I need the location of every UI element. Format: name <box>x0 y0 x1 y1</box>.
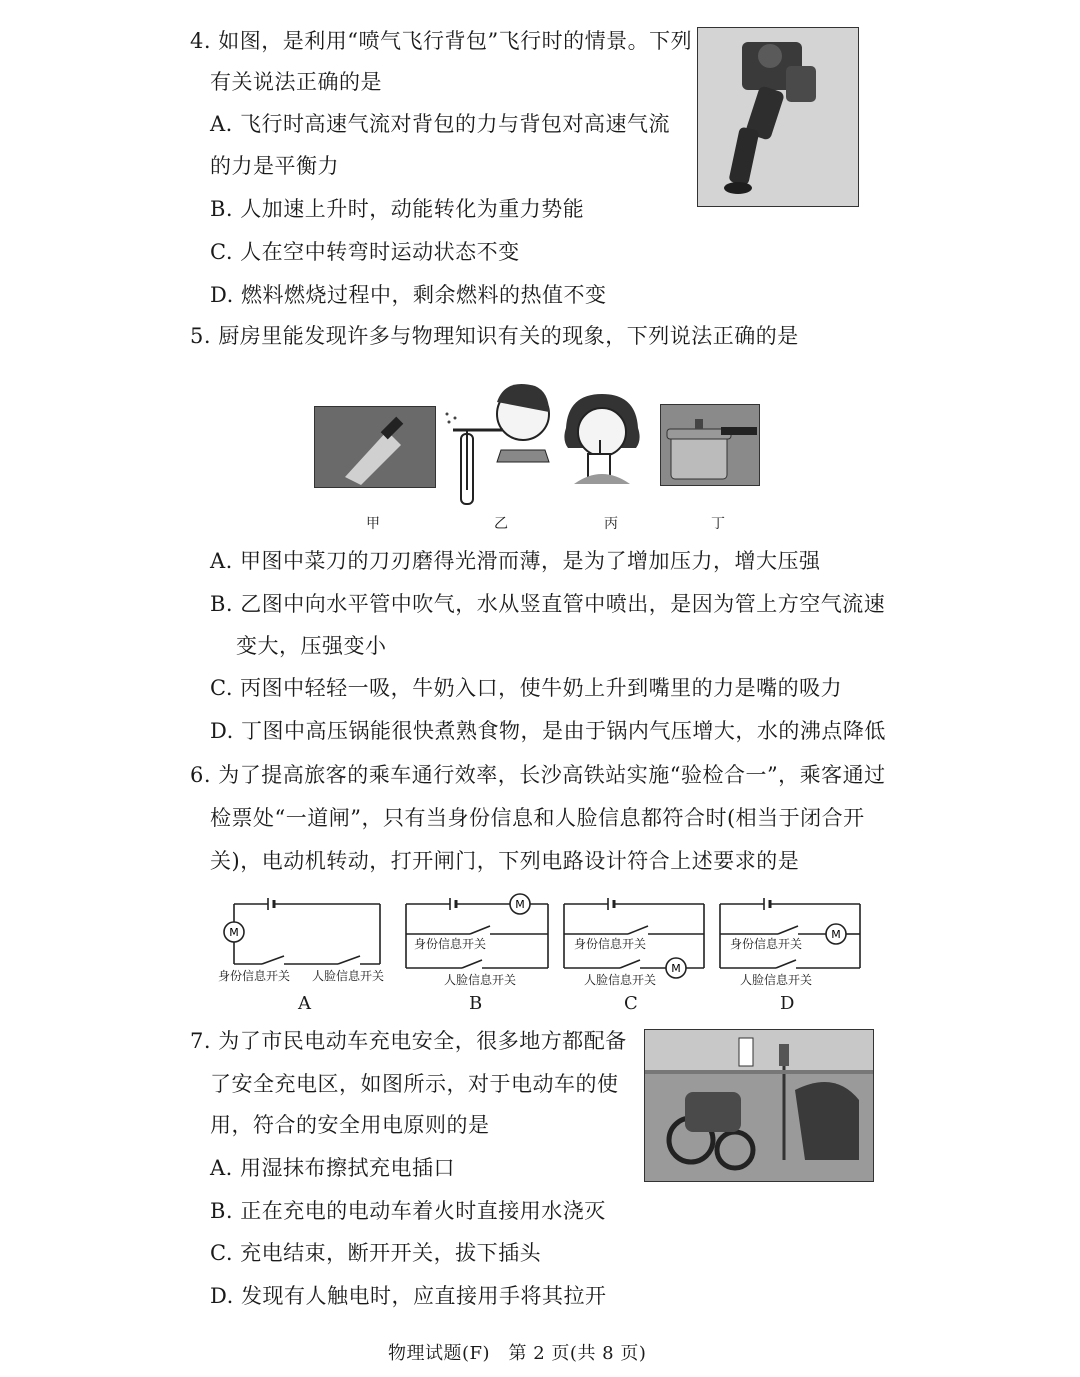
girl-drinking-milk-illustration <box>556 388 646 488</box>
circuit-c-label-face-switch: 人脸信息开关 <box>584 973 657 987</box>
figure-label-ding: 丁 <box>711 516 725 532</box>
jetpack-photo <box>697 27 859 207</box>
circuit-d-label-identity-switch: 身份信息开关 <box>730 937 803 951</box>
circuit-c-diagram <box>562 896 708 975</box>
knife-illustration <box>315 407 435 487</box>
q4-option-b: B. 人加速上升时，动能转化为重力势能 <box>210 197 585 221</box>
q4-option-d: D. 燃料燃烧过程中，剩余燃料的热值不变 <box>210 283 607 307</box>
q6-stem-line-2: 检票处“一道闸”，只有当身份信息和人脸信息都符合时(相当于闭合开 <box>210 806 865 830</box>
circuit-a-letter: A <box>298 993 311 1014</box>
q7-stem-line-1: 7. 为了市民电动车充电安全，很多地方都配备 <box>190 1029 627 1053</box>
circuit-c-motor-symbol: M <box>671 962 681 975</box>
q5-option-c: C. 丙图中轻轻一吸，牛奶入口，使牛奶上升到嘴里的力是嘴的吸力 <box>210 676 843 700</box>
q4-stem-line-1: 4. 如图，是利用“喷气飞行背包”飞行时的情景。下列 <box>190 29 693 53</box>
figure-label-yi: 乙 <box>494 516 508 532</box>
q5-option-b-line-1: B. 乙图中向水平管中吹气，水从竖直管中喷出，是因为管上方空气流速 <box>210 592 886 616</box>
q6-stem-line-1: 6. 为了提高旅客的乘车通行效率，长沙高铁站实施“验检合一”，乘客通过 <box>190 763 886 787</box>
circuit-c-label-identity-switch: 身份信息开关 <box>574 937 647 951</box>
boy-blowing-tube-illustration <box>445 372 555 512</box>
q5-option-b-line-2: 变大，压强变小 <box>236 634 387 658</box>
charging-area-illustration <box>645 1030 873 1181</box>
q5-stem: 5. 厨房里能发现许多与物理知识有关的现象，下列说法正确的是 <box>190 324 799 348</box>
figure-label-bing: 丙 <box>604 516 618 532</box>
circuit-b-motor-symbol: M <box>515 898 525 911</box>
q7-option-a: A. 用湿抹布擦拭充电插口 <box>210 1156 456 1180</box>
circuit-d-letter: D <box>780 993 795 1014</box>
circuit-d-diagram <box>718 896 864 966</box>
q7-stem-line-3: 用，符合的安全用电原则的是 <box>210 1113 490 1137</box>
pressure-cooker-illustration <box>661 405 759 485</box>
circuit-d-motor-symbol: M <box>831 928 841 941</box>
circuit-b-diagram <box>404 896 550 966</box>
page-footer: 物理试题(F) 第 2 页(共 8 页) <box>388 1343 647 1364</box>
circuit-b-label-identity-switch: 身份信息开关 <box>414 937 487 951</box>
circuit-b-letter: B <box>469 993 483 1014</box>
circuit-d-label-face-switch: 人脸信息开关 <box>740 973 813 987</box>
q4-option-a-line-2: 的力是平衡力 <box>210 154 339 178</box>
q7-option-d: D. 发现有人触电时，应直接用手将其拉开 <box>210 1284 607 1308</box>
circuit-b-label-face-switch: 人脸信息开关 <box>444 973 517 987</box>
circuit-a-diagram <box>222 898 392 978</box>
figure-label-jia: 甲 <box>366 516 380 532</box>
circuit-c-letter: C <box>624 993 638 1014</box>
jetpack-flyer-illustration <box>698 28 858 206</box>
charging-area-photo <box>644 1029 874 1182</box>
q4-stem-line-2: 有关说法正确的是 <box>210 70 382 94</box>
q4-option-a-line-1: A. 飞行时高速气流对背包的力与背包对高速气流 <box>210 112 671 136</box>
q7-option-b: B. 正在充电的电动车着火时直接用水浇灭 <box>210 1199 606 1223</box>
circuit-a-label-identity-switch: 身份信息开关 <box>218 969 291 983</box>
q6-stem-line-3: 关)，电动机转动，打开闸门，下列电路设计符合上述要求的是 <box>210 849 800 873</box>
q7-option-c: C. 充电结束，断开开关，拔下插头 <box>210 1241 542 1265</box>
knife-photo <box>314 406 436 488</box>
q5-option-d: D. 丁图中高压锅能很快煮熟食物，是由于锅内气压增大，水的沸点降低 <box>210 719 886 743</box>
circuit-a-motor-symbol: M <box>229 926 239 939</box>
q5-option-a: A. 甲图中菜刀的刀刃磨得光滑而薄，是为了增加压力，增大压强 <box>210 549 821 573</box>
pressure-cooker-photo <box>660 404 760 486</box>
q4-option-c: C. 人在空中转弯时运动状态不变 <box>210 240 520 264</box>
q7-stem-line-2: 了安全充电区，如图所示，对于电动车的使 <box>210 1072 619 1096</box>
circuit-a-label-face-switch: 人脸信息开关 <box>312 969 385 983</box>
